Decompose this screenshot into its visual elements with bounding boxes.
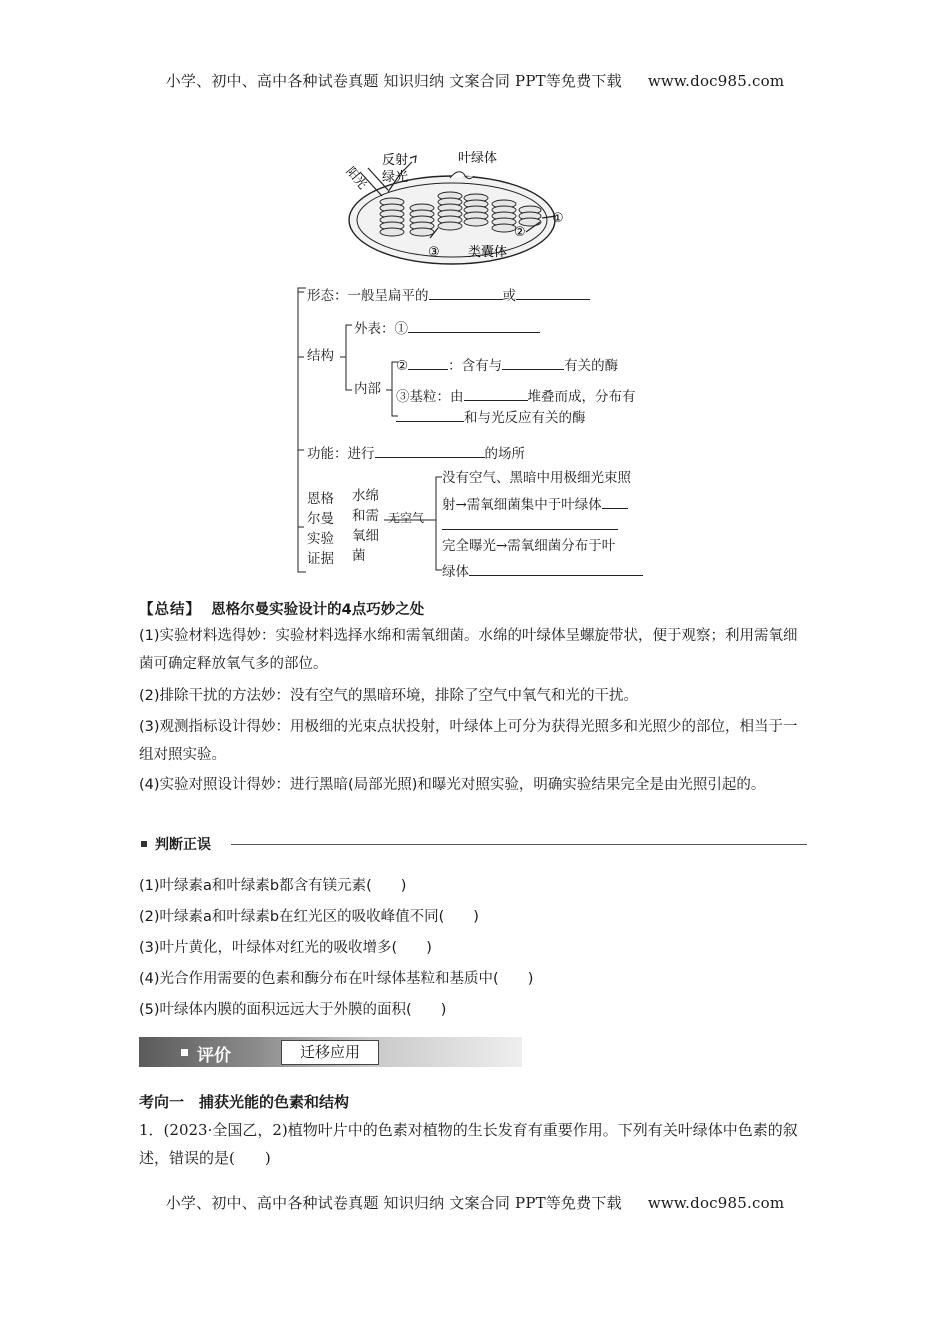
marker-1: ① xyxy=(552,211,564,226)
judgement-item-3: (3)叶片黄化，叶绿体对红光的吸收增多( ) xyxy=(139,940,432,956)
outer-blank[interactable] xyxy=(408,318,540,333)
page-header xyxy=(0,70,950,91)
inner-2-marker: ② xyxy=(396,358,409,374)
granum-stack-2 xyxy=(410,204,434,236)
chloroplast-illustration xyxy=(330,140,580,268)
footer-site: www.doc985.com xyxy=(647,1194,785,1212)
inner-row-3 xyxy=(396,386,636,405)
mat-line-2: 和需 xyxy=(352,508,379,524)
experiment-label xyxy=(307,489,334,569)
inner-label: 内部 xyxy=(354,381,381,397)
function-label: 功能：进行 xyxy=(307,446,375,462)
judgement-section-header xyxy=(139,833,807,855)
label-chloroplast: 叶绿体 xyxy=(458,151,498,166)
function-end: 的场所 xyxy=(484,446,525,462)
inner-2-blank-2[interactable] xyxy=(502,355,564,370)
branch-a-blank-2[interactable] xyxy=(442,515,618,530)
inner-3-blank-2[interactable] xyxy=(396,407,464,422)
label-thylakoid: 类囊体 xyxy=(468,245,508,260)
granum-stack-3 xyxy=(438,192,462,230)
outer-label: 外表：① xyxy=(354,321,408,337)
mat-line-4: 菌 xyxy=(352,548,366,564)
branch-b-line-1: 完全曝光→需氧细菌分布于叶 xyxy=(442,538,616,554)
marker-2: ② xyxy=(514,225,526,240)
inner-row-3b xyxy=(396,407,586,426)
inner-2-text-end: 有关的酶 xyxy=(564,358,619,374)
exp-line-2: 尔曼 xyxy=(307,511,334,527)
exp-line-1: 恩格 xyxy=(307,491,334,507)
branch-b-blank[interactable] xyxy=(469,561,643,576)
evaluation-label: 评价 xyxy=(197,1046,231,1066)
summary-tag: 【总结】 xyxy=(139,602,201,618)
shape-blank-1[interactable] xyxy=(429,285,503,300)
judgement-item-4: (4)光合作用需要的色素和酶分布在叶绿体基粒和基质中( ) xyxy=(139,971,534,987)
header-site: www.doc985.com xyxy=(647,72,785,90)
exp-line-4: 证据 xyxy=(307,551,334,567)
outer-row xyxy=(354,318,540,337)
summary-item-4: (4)实验对照设计得妙：进行黑暗(局部光照)和曝光对照实验，明确实验结果完全是由光照引起的。 xyxy=(139,777,766,793)
inner-3-text-mid: 堆叠而成，分布有 xyxy=(527,389,636,405)
granum-stack-4 xyxy=(464,194,488,226)
summary-item-1: (1)实验材料选得妙：实验材料选择水绵和需氧细菌。水绵的叶绿体呈螺旋带状，便于观察；利用需氧细菌可确定释放氧气多的部位。 xyxy=(139,628,798,672)
shape-blank-2[interactable] xyxy=(516,285,590,300)
judgement-title: 判断正误 xyxy=(155,837,211,853)
inner-3-blank-1[interactable] xyxy=(464,386,528,401)
question-text: 1．(2023·全国乙，2)植物叶片中的色素对植物的生长发育有重要作用。下列有关叶绿体中色素的叙述，错误的是( ) xyxy=(139,1121,798,1167)
mat-line-3: 氧细 xyxy=(352,528,379,544)
granum-stack-1 xyxy=(380,198,404,236)
branch-b-row-2 xyxy=(442,561,643,580)
label-reflect: 反射 xyxy=(382,153,409,168)
label-sunlight: 阳光 xyxy=(343,164,370,192)
judgement-item-2: (2)叶绿素a和叶绿素b在红光区的吸收峰值不同( ) xyxy=(139,909,479,925)
summary-item-3: (3)观测指标设计得妙：用极细的光束点状投射，叶绿体上可分为获得光照多和光照少的部位，相当于一组对照实验。 xyxy=(139,719,798,763)
inner-row-2 xyxy=(396,355,618,374)
no-air-label: 无空气 xyxy=(388,511,425,525)
inner-3-text: ③基粒：由 xyxy=(396,389,464,405)
branch-a-line-1: 没有空气、黑暗中用极细光束照 xyxy=(442,470,631,486)
branch-a-line-2: 射→需氧细菌集中于叶绿体 xyxy=(442,497,602,513)
shape-label: 形态：一般呈扁平的 xyxy=(307,288,429,304)
branch-b-line-2: 绿体 xyxy=(442,564,469,580)
granum-stack-5 xyxy=(492,200,516,232)
question-direction: 考向一 捕获光能的色素和结构 xyxy=(139,1093,350,1111)
inner-2-text: ：含有与 xyxy=(448,358,503,374)
exp-line-3: 实验 xyxy=(307,531,334,547)
marker-3: ③ xyxy=(428,245,440,260)
inner-3-text-end: 和与光反应有关的酶 xyxy=(464,410,586,426)
mat-line-1: 水绵 xyxy=(352,488,379,504)
evaluation-banner xyxy=(139,1037,522,1067)
banner-bullet-icon xyxy=(181,1049,188,1056)
judgement-item-5: (5)叶绿体内膜的面积远远大于外膜的面积( ) xyxy=(139,1002,447,1018)
summary-title-row xyxy=(139,598,424,619)
function-blank[interactable] xyxy=(375,443,485,458)
footer-text: 小学、初中、高中各种试卷真题 知识归纳 文案合同 PPT等免费下载 xyxy=(165,1194,622,1212)
evaluation-tab: 迁移应用 xyxy=(281,1040,379,1065)
branch-a-row-2 xyxy=(442,494,628,513)
branch-a-row-3 xyxy=(442,515,618,534)
shape-row xyxy=(307,285,590,304)
inner-2-blank-1[interactable] xyxy=(408,355,448,370)
summary-item-2: (2)排除干扰的方法妙：没有空气的黑暗环境，排除了空气中氧气和光的干扰。 xyxy=(139,688,639,704)
function-row xyxy=(307,443,525,462)
label-green-light: 绿光 xyxy=(382,170,409,185)
judgement-item-1: (1)叶绿素a和叶绿素b都含有镁元素( ) xyxy=(139,878,407,894)
summary-title: 恩格尔曼实验设计的4点巧妙之处 xyxy=(211,602,425,618)
header-text: 小学、初中、高中各种试卷真题 知识归纳 文案合同 PPT等免费下载 xyxy=(165,72,622,90)
branch-a-blank-1[interactable] xyxy=(602,494,628,509)
section-divider xyxy=(231,844,807,845)
page-footer xyxy=(0,1192,950,1213)
section-bullet-icon xyxy=(141,841,147,847)
material-label xyxy=(352,486,379,566)
structure-label: 结构 xyxy=(307,348,334,364)
shape-or: 或 xyxy=(502,288,516,304)
